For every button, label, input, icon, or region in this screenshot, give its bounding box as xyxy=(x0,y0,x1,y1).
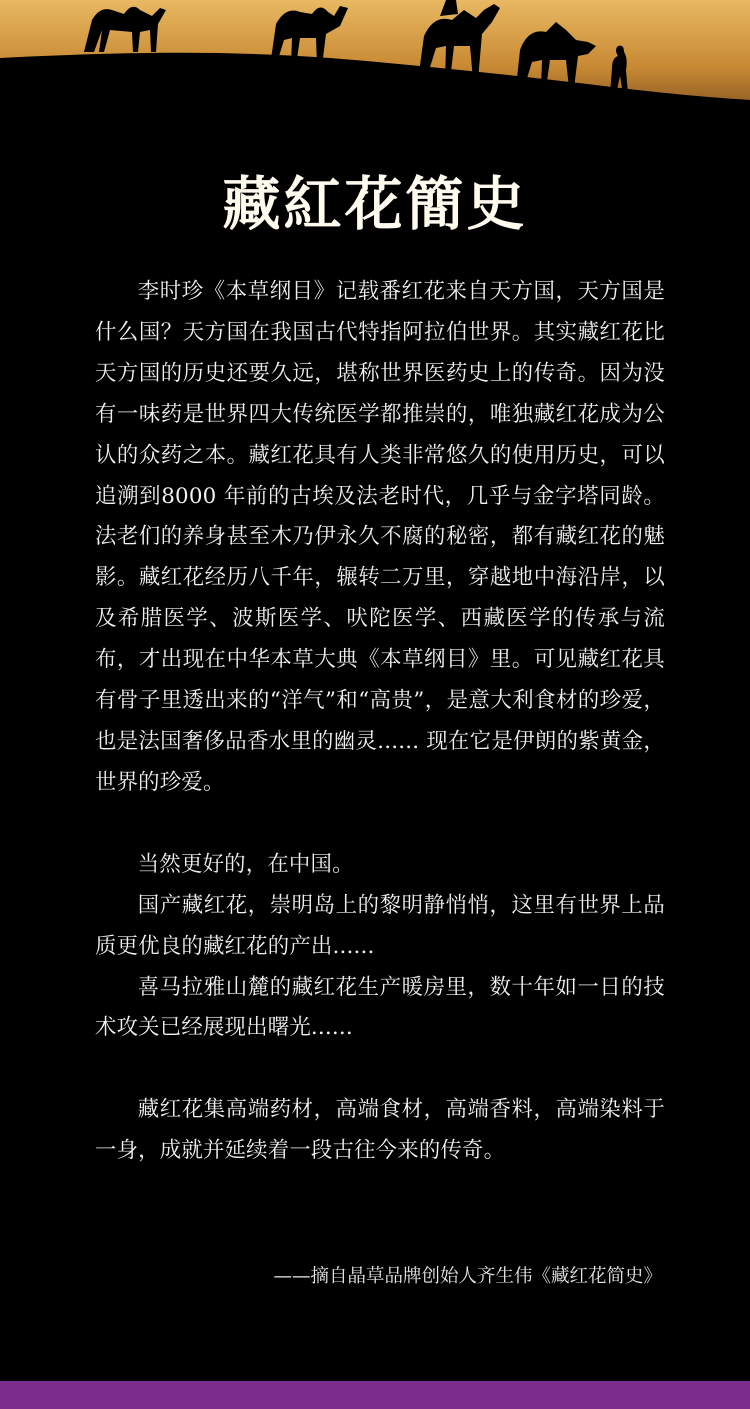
bottom-accent-bar xyxy=(0,1381,750,1409)
page-title: 藏紅花簡史 xyxy=(222,170,528,238)
article-paragraph: 国产藏红花，崇明岛上的黎明静悄悄，这里有世界上品质更优良的藏红花的产出...... xyxy=(95,892,665,959)
desert-camel-caravan-icon xyxy=(0,0,750,110)
article-body xyxy=(95,272,665,1172)
paragraph-spacer xyxy=(95,1049,665,1090)
article-paragraph: 李时珍《本草纲目》记载番红花来自天方国，天方国是什么国？天方国在我国古代特指阿拉伯世界。其实藏红花比天方国的历史还要久远，堪称世界医药史上的传奇。因为没有一味药是世界四大传统医学都推崇的，唯独藏红花成为公认的众药之本。藏红花具有人类非常悠久的使用历史，可以追溯到8000 年前的古埃及法老时代，几乎与金字塔同龄。法老们的养身甚至木乃伊永久不腐的秘密，都有藏红花的魅影。藏红花经历八千年，辗转二万里，穿越地中海沿岸，以及希腊医学、波斯医学、吠陀医学、西藏医学的传承与流布，才出现在中华本草大典《本草纲目》里。可见藏红花具有骨子里透出来的“洋气”和“高贵”，是意大利食材的珍爱，也是法国奢侈品香水里的幽灵...... 现在它是伊朗的紫黄金，世界的珍爱。 xyxy=(95,279,665,795)
paragraph-spacer xyxy=(95,804,665,845)
source-quote: ——摘自晶草品牌创始人齐生伟《藏红花简史》 xyxy=(273,1266,662,1287)
article-paragraph: 喜马拉雅山麓的藏红花生产暖房里，数十年如一日的技术攻关已经展现出曙光...... xyxy=(95,974,665,1041)
desert-banner xyxy=(0,0,750,110)
article-paragraph: 当然更好的，在中国。 xyxy=(137,851,354,877)
article-paragraph: 藏红花集高端药材，高端食材，高端香料，高端染料于一身，成就并延续着一段古往今来的传奇。 xyxy=(95,1097,665,1164)
